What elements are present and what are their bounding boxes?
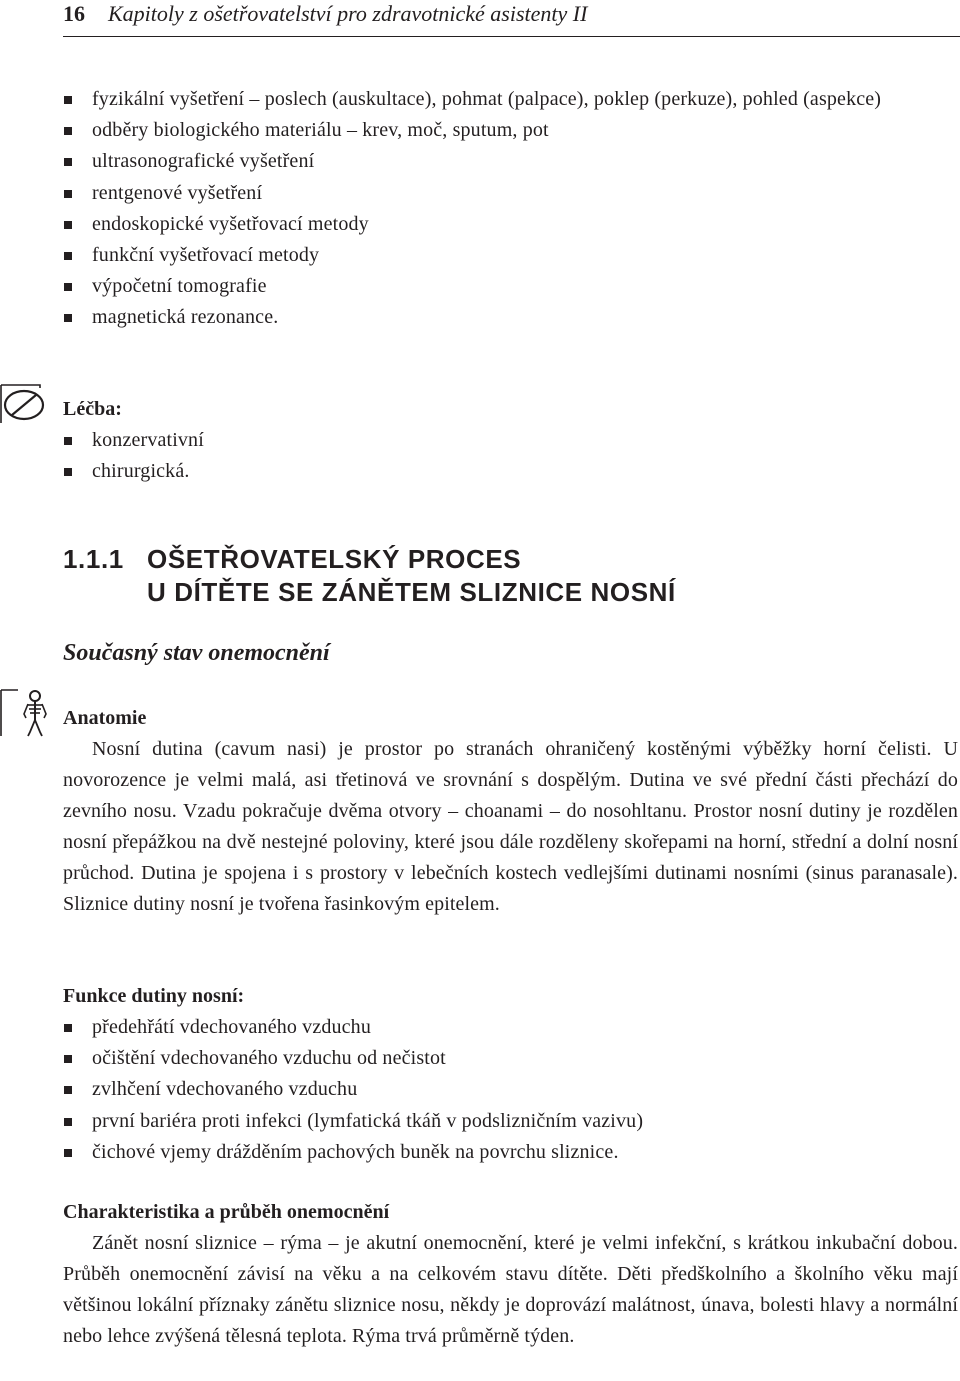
section-number: 1.1.1 — [63, 544, 124, 574]
anatomy-label: Anatomie — [63, 707, 147, 729]
list-item: endoskopické vyšetřovací metody — [63, 209, 958, 240]
characteristics-block — [63, 1197, 958, 1352]
functions-label: Funkce dutiny nosní: — [63, 985, 245, 1007]
list-item: konzervativní — [63, 425, 958, 456]
anatomy-block — [63, 703, 958, 920]
list-item: rentgenové vyšetření — [63, 178, 958, 209]
exam-list — [63, 84, 958, 334]
skeleton-icon — [0, 688, 50, 740]
page-number: 16 — [63, 1, 85, 26]
list-item: čichové vjemy drážděním pachových buněk na povrchu sliznice. — [63, 1137, 958, 1168]
list-item: chirurgická. — [63, 456, 958, 487]
exam-list-block — [63, 84, 958, 334]
list-item: funkční vyšetřovací metody — [63, 240, 958, 271]
list-item: fyzikální vyšetření – poslech (auskultace), pohmat (palpace), poklep (perkuze), pohled (aspekce) — [63, 84, 958, 115]
section-title-line1: OŠETŘOVATELSKÝ PROCES — [147, 544, 522, 574]
section-title-line2: U DÍTĚTE SE ZÁNĚTEM SLIZNICE NOSNÍ — [147, 577, 676, 607]
header-rule — [63, 36, 960, 37]
functions-list — [63, 1012, 958, 1168]
characteristics-paragraph: Zánět nosní sliznice – rýma – je akutní onemocnění, které je velmi infekční, s krátkou inkubační dobou. Průběh onemocnění závisí na věku a na celkovém stavu dítěte. Děti předškolního a školního věku mají většinou lokální příznaky zánětu sliznice nosu, někdy je doprovází malátnost, únava, bolesti hlavy a normální nebo lehce zvýšená tělesná teplota. Rýma trvá průměrně týden. — [63, 1232, 958, 1347]
running-header — [0, 0, 960, 42]
subsection-title: Současný stav onemocnění — [63, 640, 330, 666]
list-item: první bariéra proti infekci (lymfatická tkáň v podslizničním vazivu) — [63, 1106, 958, 1137]
pill-icon — [0, 383, 46, 427]
list-item: očištění vdechovaného vzduchu od nečistot — [63, 1043, 958, 1074]
list-item: zvlhčení vdechovaného vzduchu — [63, 1074, 958, 1105]
book-title: Kapitoly z ošetřovatelství pro zdravotnické asistenty II — [108, 1, 588, 26]
list-item: ultrasonografické vyšetření — [63, 146, 958, 177]
treatment-list — [63, 425, 958, 487]
characteristics-label: Charakteristika a průběh onemocnění — [63, 1201, 390, 1223]
section-heading — [63, 543, 958, 609]
anatomy-paragraph: Nosní dutina (cavum nasi) je prostor po stranách ohraničený kostěnými výběžky horní čelisti. U novorozence je velmi malá, asi třetinová ve srovnání s dospělým. Dutina ve své přední části přechází do zevního nosu. Vzadu pokračuje dvěma otvory – choanami – do nosohltanu. Prostor nosní dutiny je rozdělen nosní přepážkou na dvě nestejné poloviny, které jsou dále rozděleny skořepami na horní, střední a dolní nosní průchod. Dutina je spojena i s prostory v lebečních kostech vedlejšími dutinami nosními (sinus paranasale). Sliznice dutiny nosní je tvořena řasinkovým epitelem. — [63, 738, 958, 915]
list-item: předehřátí vdechovaného vzduchu — [63, 1012, 958, 1043]
functions-block — [63, 981, 958, 1168]
treatment-label: Léčba: — [63, 398, 122, 420]
list-item: výpočetní tomografie — [63, 271, 958, 302]
treatment-block — [63, 394, 958, 487]
list-item: odběry biologického materiálu – krev, moč, sputum, pot — [63, 115, 958, 146]
list-item: magnetická rezonance. — [63, 302, 958, 333]
